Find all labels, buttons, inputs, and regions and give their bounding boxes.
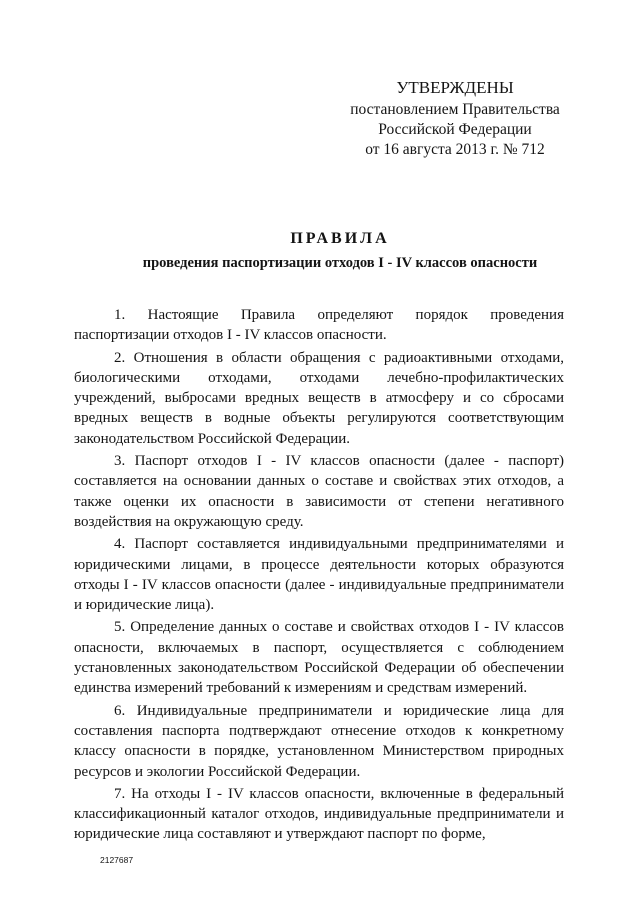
paragraph-4: 4. Паспорт составляется индивидуальными предпринимателями и юридическими лицами, в процессе деятельности которых образуются отходы I - IV классов опасности (далее - индивидуальные предприниматели и юридические лица). (74, 536, 564, 614)
approval-heading: УТВЕРЖДЕНЫ (396, 78, 514, 97)
title-block (60, 228, 620, 274)
paragraph-5: 5. Определение данных о составе и свойствах отходов I - IV классов опасности, включаемых в паспорт, осуществляется с соблюдением установленных законодательством Российской Федерации об обеспечении единства измерений требований к измерениям и средствам измерений. (74, 619, 564, 697)
paragraph-3: 3. Паспорт отходов I - IV классов опасности (далее - паспорт) составляется на основании данных о составе и свойствах этих отходов, а также оценки их опасности в зависимости от степени негативного воздействия на окружающую среду. (74, 453, 564, 530)
paragraph-6: 6. Индивидуальные предприниматели и юридические лица для составления паспорта подтверждают отнесение отходов к конкретному классу опасности в порядке, установленном Министерством природных ресурсов и экологии Российской Федерации. (74, 702, 564, 780)
approval-line-1: постановлением Правительства (350, 101, 560, 118)
approval-block (330, 78, 580, 160)
paragraph-7: 7. На отходы I - IV классов опасности, включенные в федеральный классификационный каталог отходов, индивидуальные предприниматели и юридические лица составляют и утверждают паспорт по форме, (74, 785, 564, 843)
paragraph-1: 1. Настоящие Правила определяют порядок проведения паспортизации отходов I - IV классов опасности. (74, 307, 564, 344)
document-title: ПРАВИЛА (290, 230, 390, 247)
paragraph-2: 2. Отношения в области обращения с радиоактивными отходами, биологическими отходами, отходами лечебно-профилактических учреждений, выбросами вредных веществ в атмосферу и со сбросами вредных веществ в водные объекты регулируются соответствующим законодательством Российской Федерации. (74, 349, 564, 447)
document-body (74, 305, 564, 847)
approval-line-2: Российской Федерации (378, 121, 532, 138)
approval-line-3: от 16 августа 2013 г. № 712 (365, 141, 545, 158)
document-subtitle: проведения паспортизации отходов I - IV классов опасности (142, 255, 538, 271)
document-code: 2127687 (100, 855, 134, 865)
